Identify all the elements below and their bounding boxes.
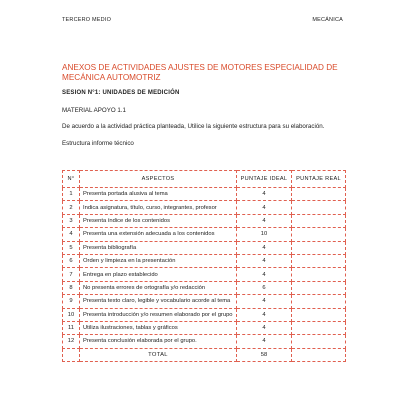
row-aspect: Entrega en plazo establecido (80, 268, 237, 281)
table-row (63, 254, 346, 267)
row-number: 11 (63, 321, 80, 334)
table-row (63, 281, 346, 294)
row-aspect: Presenta conclusión elaborada por el grupo. (80, 335, 237, 348)
row-number: 4 (63, 228, 80, 241)
structure-label: Estructura informe técnico (62, 140, 134, 147)
header-aspects: ASPECTOS (80, 171, 237, 188)
table-row (63, 228, 346, 241)
row-ideal-score: 4 (237, 201, 292, 214)
row-number: 6 (63, 254, 80, 267)
row-number: 5 (63, 241, 80, 254)
row-real-score (292, 295, 346, 308)
row-real-score (292, 201, 346, 214)
header-ideal-score: PUNTAJE IDEAL (237, 171, 292, 188)
table-row (63, 321, 346, 334)
header-subject: MECÁNICA (312, 17, 343, 23)
header-course: TERCERO MEDIO (62, 17, 112, 23)
row-real-score (292, 321, 346, 334)
row-real-score (292, 268, 346, 281)
row-aspect: Orden y limpieza en la presentación (80, 254, 237, 267)
row-number: 1 (63, 188, 80, 201)
table-row (63, 295, 346, 308)
total-row (63, 348, 346, 361)
row-real-score (292, 241, 346, 254)
row-aspect: Presenta portada alusiva al tema (80, 188, 237, 201)
row-real-score (292, 308, 346, 321)
row-aspect: Utiliza ilustraciones, tablas y gráficos (80, 321, 237, 334)
table-row (63, 201, 346, 214)
row-ideal-score: 4 (237, 308, 292, 321)
row-ideal-score: 4 (237, 268, 292, 281)
instructions-text: De acuerdo a la actividad práctica planteada, Utilice la siguiente estructura para su elaboración. (62, 123, 325, 130)
evaluation-table (62, 170, 346, 362)
row-ideal-score: 4 (237, 214, 292, 227)
session-heading: SESION N°1: UNIDADES DE MEDICIÓN (62, 90, 180, 96)
total-value: 58 (237, 348, 292, 361)
row-real-score (292, 281, 346, 294)
row-real-score (292, 214, 346, 227)
total-empty-cell (63, 348, 80, 361)
table-row (63, 241, 346, 254)
total-label: TOTAL (80, 348, 237, 361)
row-real-score (292, 188, 346, 201)
document-title: ANEXOS DE ACTIVIDADES AJUSTES DE MOTORES ESPECIALIDAD DE MECÁNICA AUTOMOTRIZ (62, 63, 338, 82)
row-ideal-score: 4 (237, 188, 292, 201)
row-ideal-score: 4 (237, 335, 292, 348)
row-aspect: No presenta errores de ortografía y/o redacción (80, 281, 237, 294)
row-ideal-score: 6 (237, 281, 292, 294)
table-row (63, 188, 346, 201)
row-aspect: Presenta texto claro, legible y vocabulario acorde al tema (80, 295, 237, 308)
table-row (63, 214, 346, 227)
row-ideal-score: 4 (237, 321, 292, 334)
table-body (63, 188, 346, 349)
table-header-row (63, 171, 346, 188)
row-aspect: Presenta una extensión adecuada a los contenidos (80, 228, 237, 241)
row-ideal-score: 4 (237, 254, 292, 267)
row-aspect: Presenta bibliografía (80, 241, 237, 254)
row-ideal-score: 4 (237, 295, 292, 308)
row-ideal-score: 10 (237, 228, 292, 241)
row-ideal-score: 4 (237, 241, 292, 254)
row-real-score (292, 254, 346, 267)
row-number: 2 (63, 201, 80, 214)
row-number: 3 (63, 214, 80, 227)
header-number: N° (63, 171, 80, 188)
row-aspect: Presenta índice de los contenidos (80, 214, 237, 227)
table-row (63, 308, 346, 321)
table-row (63, 335, 346, 348)
total-real-cell (292, 348, 346, 361)
row-number: 7 (63, 268, 80, 281)
material-heading: MATERIAL APOYO 1.1 (62, 107, 126, 114)
row-number: 12 (63, 335, 80, 348)
row-aspect: Presenta introducción y/o resumen elaborado por el grupo (80, 308, 237, 321)
row-number: 8 (63, 281, 80, 294)
row-real-score (292, 335, 346, 348)
row-number: 9 (63, 295, 80, 308)
row-number: 10 (63, 308, 80, 321)
table-row (63, 268, 346, 281)
row-aspect: Indica asignatura, título, curso, integrantes, profesor (80, 201, 237, 214)
row-real-score (292, 228, 346, 241)
header-real-score: PUNTAJE REAL (292, 171, 346, 188)
